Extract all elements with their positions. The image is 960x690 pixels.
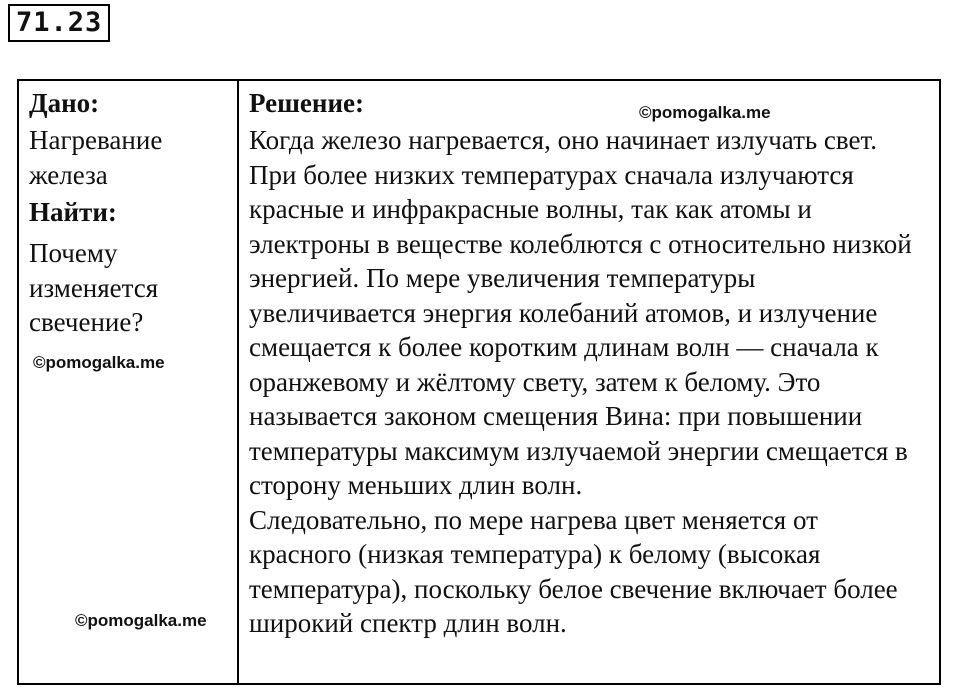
given-heading: Дано:	[29, 88, 100, 118]
solution-paragraph-1: Когда железо нагревается, оно начинает излучать свет. При более низких температурах сначала излучаются красные и инфракрасные волны, так как атомы и электроны в веществе колеблются с относительно низкой энергией. По мере увеличения температуры увеличивается энергия колебаний атомов, и излучение смещается к более коротким длинам волн — сначала к оранжевому и жёлтому свету, затем к белому. Это называется законом смещения Вина: при повышении температуры максимум излучаемой энергии смещается в сторону меньших длин волн.	[249, 125, 912, 500]
watermark-left-middle: ©pomogalka.me	[33, 353, 165, 372]
watermark-top-right: ©pomogalka.me	[639, 103, 771, 122]
find-value: Почему изменяется свечение?	[29, 238, 159, 337]
problem-number: 71.23	[8, 4, 110, 42]
solution-heading: Решение:	[249, 88, 364, 118]
solution-paragraph-2: Следовательно, по мере нагрева цвет меняется от красного (низкая температура) к белому (высокая температура), поскольку белое свечение включает более широкий спектр длин волн.	[249, 504, 898, 638]
watermark-left-bottom: ©pomogalka.me	[75, 611, 207, 630]
solution-table	[17, 79, 941, 685]
given-column	[19, 81, 239, 683]
solution-column	[239, 81, 939, 683]
given-value: Нагревание железа	[29, 125, 163, 190]
find-heading: Найти:	[29, 197, 117, 227]
